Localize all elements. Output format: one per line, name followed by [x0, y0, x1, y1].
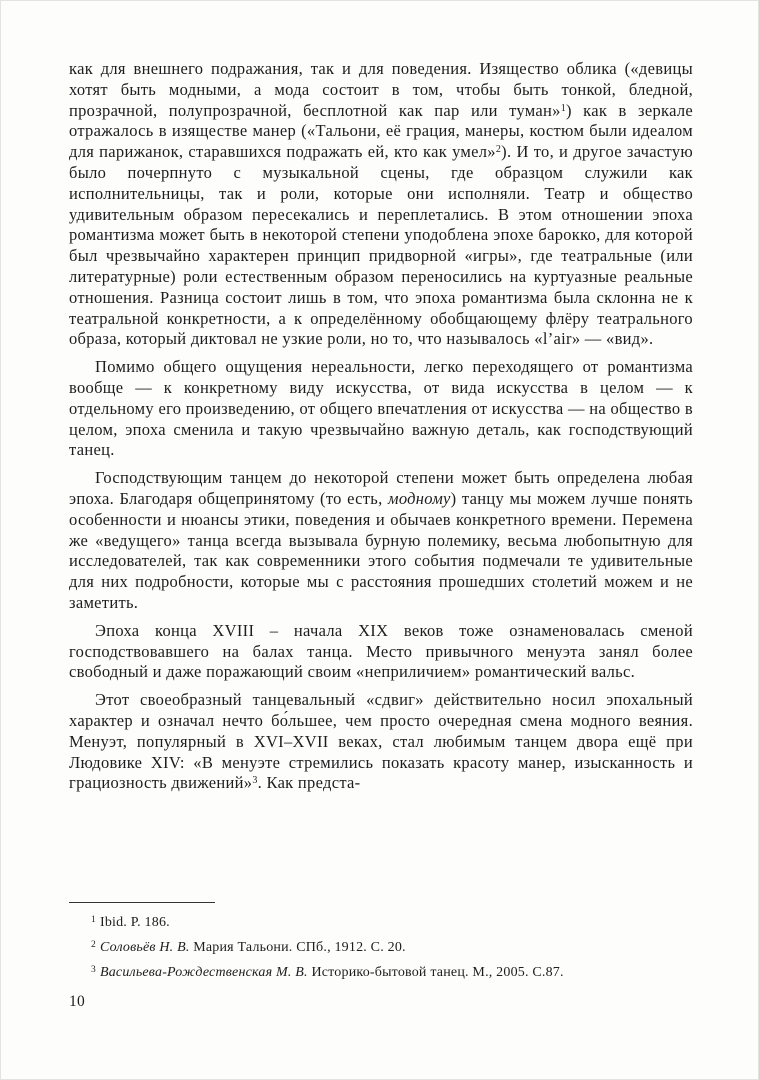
body-paragraph: Этот своеобразный танцевальный «сдвиг» действительно носил эпохальный характер и означал нечто бо́льшее, чем просто очередная смена модного веяния. Менуэт, популярный в XVI–XVII веках, стал любимым танцем двора ещё при Людовике XIV: «В менуэте стремились показать красоту манер, изысканность и грациозность движений»$^3$. Как предста-	[69, 690, 693, 793]
footnote	[69, 960, 693, 985]
footnote-text: Ibid. P. 186.	[99, 915, 170, 930]
footnote-marker: 2	[91, 940, 96, 950]
footnote-text: Васильева-Рождественская М. В. Историко-бытовой танец. М., 2005. С.87.	[99, 965, 564, 980]
footnote	[69, 910, 693, 935]
footnotes-section	[69, 902, 693, 985]
body-paragraph: Господствующим танцем до некоторой степени может быть определена любая эпоха. Благодаря общепринятому (то есть, модному) танцу мы можем лучше понять особенности и нюансы этики, поведения и обычаев конкретного времени. Перемена же «ведущего» танца всегда вызывала бурную полемику, весьма любопытную для исследователей, так как современники этого события подмечали те удивительные для них подробности, которые мы с расстояния прошедших столетий можем и не заметить.	[69, 468, 693, 612]
body-paragraph: Эпоха конца XVIII – начала XIX веков тоже ознаменовалась сменой господствовавшего на балах танца. Место привычного менуэта занял более свободный и даже поражающий своим «неприличием» романтический вальс.	[69, 620, 693, 682]
main-text-block	[69, 59, 693, 794]
footnote-separator	[69, 902, 215, 903]
page-number: 10	[69, 993, 86, 1010]
footnote-text: Соловьёв Н. В. Мария Тальони. СПб., 1912. С. 20.	[99, 940, 406, 955]
footnote	[69, 935, 693, 960]
footnote-marker: 3	[91, 965, 96, 975]
body-paragraph: как для внешнего подражания, так и для поведения. Изящество облика («девицы хотят быть модными, а мода состоит в том, чтобы быть тонкой, бледной, прозрачной, полупрозрачной, бесплотной как пар или туман»$^1$) как в зеркале отражалось в изяществе манер («Тальони, её грация, манеры, костюм были идеалом для парижанок, старавшихся подражать ей, кто как умел»$^2$). И то, и другое зачастую было почерпнуто с музыкальной сцены, где образцом служили как исполнительницы, так и роли, которые они исполняли. Театр и общество удивительным образом пересекались и переплетались. В этом отношении эпоха романтизма может быть в некоторой степени уподоблена эпохе барокко, для которой был чрезвычайно характерен принцип придворной «игры», где театральные (или литературные) роли естественным образом переносились на куртуазные реальные отношения. Разница состоит лишь в том, что эпоха романтизма была склонна не к театральной конкретности, а к определённому обобщающему флёру театрального образа, который диктовал не узкие роли, но то, что называлось «l’air» — «вид».	[69, 59, 693, 349]
footnote-marker: 1	[91, 915, 96, 925]
body-paragraph: Помимо общего ощущения нереальности, легко переходящего от романтизма вообще — к конкретному виду искусства, от вида искусства в целом — к отдельному его произведению, от общего впечатления от искусства — на общество в целом, эпоха сменила и такую чрезвычайно важную деталь, как господствующий танец.	[69, 357, 693, 460]
